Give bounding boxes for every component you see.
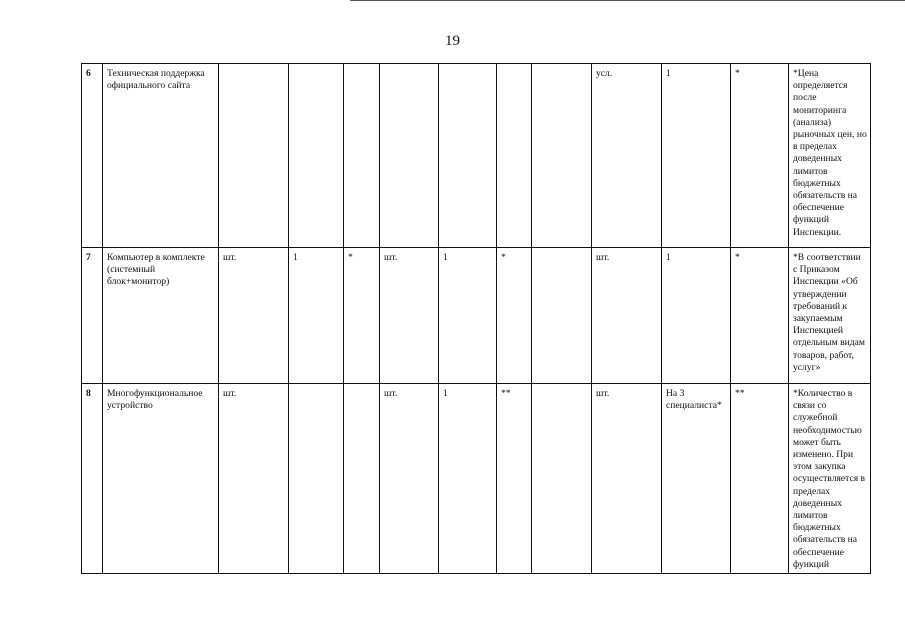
cell-unit-c: шт. bbox=[592, 384, 662, 574]
cell-qty-b: 1 bbox=[439, 248, 497, 384]
cell-price-a bbox=[344, 64, 380, 248]
cell-unit-a: шт. bbox=[219, 384, 289, 574]
cell-price-b: ** bbox=[497, 384, 532, 574]
cell-empty bbox=[532, 64, 592, 248]
document-table bbox=[81, 63, 871, 574]
table-row bbox=[82, 64, 871, 248]
row-number: 7 bbox=[82, 248, 103, 384]
cell-price-c: ** bbox=[731, 384, 789, 574]
cell-qty-c: На 3 специалиста* bbox=[662, 384, 731, 574]
cell-price-c: * bbox=[731, 64, 789, 248]
cell-qty-b bbox=[439, 64, 497, 248]
cell-unit-a bbox=[219, 64, 289, 248]
cell-unit-b: шт. bbox=[380, 248, 439, 384]
table-row bbox=[82, 384, 871, 574]
cell-qty-a bbox=[289, 64, 344, 248]
top-rule bbox=[350, 0, 905, 1]
cell-unit-b bbox=[380, 64, 439, 248]
cell-qty-c: 1 bbox=[662, 248, 731, 384]
cell-price-c: * bbox=[731, 248, 789, 384]
cell-price-a: * bbox=[344, 248, 380, 384]
row-number: 8 bbox=[82, 384, 103, 574]
cell-empty bbox=[532, 384, 592, 574]
cell-price-b: * bbox=[497, 248, 532, 384]
table-row bbox=[82, 248, 871, 384]
item-name: Компьютер в комплекте (системный блок+монитор) bbox=[103, 248, 219, 384]
page-number: 19 bbox=[445, 33, 460, 49]
item-name: Многофункциональное устройство bbox=[103, 384, 219, 574]
cell-unit-c: шт. bbox=[592, 248, 662, 384]
cell-note: *Количество в связи со служебной необходимостью может быть изменено. При этом закупка осуществляется в пределах доведенных лимитов бюджетных обязательств на обеспечение функций bbox=[789, 384, 871, 574]
cell-note: *Цена определяется после мониторинга (анализа) рыночных цен, но в пределах доведенных лимитов бюджетных обязательств на обеспечение функций Инспекции. bbox=[789, 64, 871, 248]
cell-unit-a: шт. bbox=[219, 248, 289, 384]
cell-qty-b: 1 bbox=[439, 384, 497, 574]
cell-price-a bbox=[344, 384, 380, 574]
cell-qty-a bbox=[289, 384, 344, 574]
cell-price-b bbox=[497, 64, 532, 248]
cell-qty-a: 1 bbox=[289, 248, 344, 384]
cell-empty bbox=[532, 248, 592, 384]
row-number: 6 bbox=[82, 64, 103, 248]
cell-qty-c: 1 bbox=[662, 64, 731, 248]
cell-note: *В соответствии с Приказом Инспекции «Об утверждении требований к закупаемым Инспекцией отдельным видам товаров, работ, услуг» bbox=[789, 248, 871, 384]
item-name: Техническая поддержка официального сайта bbox=[103, 64, 219, 248]
cell-unit-b: шт. bbox=[380, 384, 439, 574]
cell-unit-c: усл. bbox=[592, 64, 662, 248]
